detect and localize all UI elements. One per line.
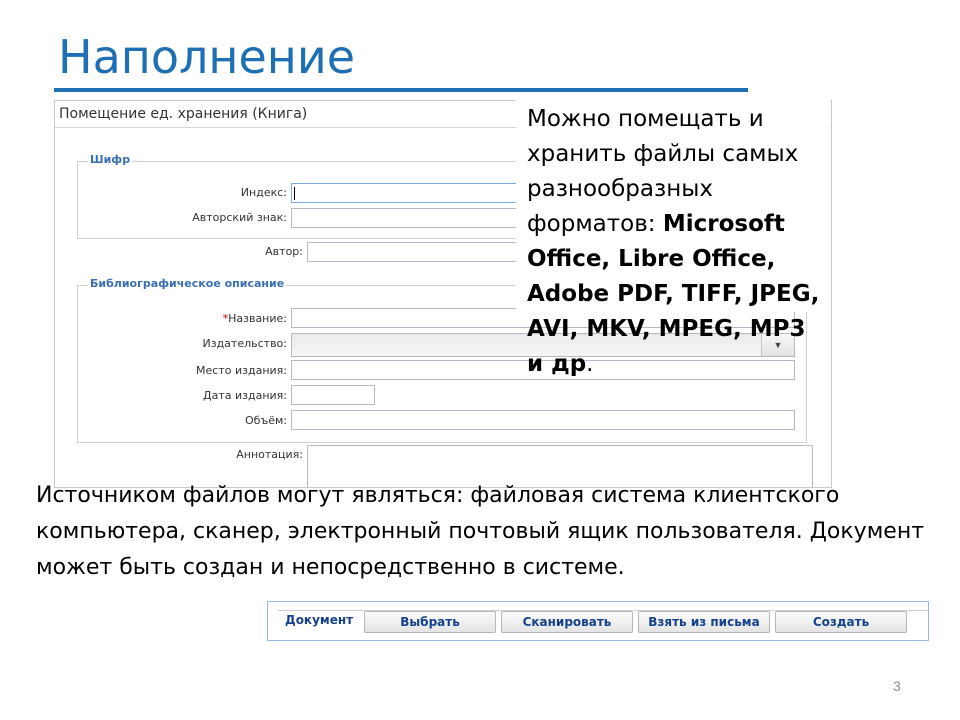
- file-sources-text: Источником файлов могут являться: файловая система клиентского компьютера, сканер, электронный почтовый ящик пользователя. Документ может быть создан и непосредственно в системе.: [36, 483, 925, 580]
- publisher-label: Издательство:: [202, 337, 287, 350]
- take-from-mail-button[interactable]: Взять из письма: [638, 611, 770, 633]
- form-header: Помещение ед. хранения (Книга): [55, 101, 831, 128]
- page-number: 3: [893, 678, 901, 694]
- required-mark: *: [222, 312, 229, 325]
- place-label: Место издания:: [196, 364, 287, 377]
- formats-note-lead: Можно помещать и хранить файлы самых разнообразных форматов:: [527, 106, 799, 237]
- create-button[interactable]: Создать: [775, 611, 907, 633]
- bibliographic-legend: Библиографическое описание: [90, 277, 285, 290]
- title-label: [223, 312, 287, 325]
- annotation-label: Аннотация:: [236, 448, 303, 461]
- date-label: Дата издания:: [203, 389, 287, 402]
- index-field[interactable]: [291, 183, 551, 203]
- volume-field[interactable]: [291, 410, 795, 430]
- index-label: Индекс:: [240, 186, 287, 199]
- volume-label: Объём:: [245, 414, 287, 427]
- formats-note-end: .: [586, 351, 594, 377]
- date-field[interactable]: [291, 385, 375, 405]
- title-underline: [54, 88, 748, 92]
- document-toolbar: [267, 601, 929, 641]
- scan-button[interactable]: Сканировать: [501, 611, 633, 633]
- select-button[interactable]: Выбрать: [364, 611, 496, 633]
- author-sign-field[interactable]: [291, 208, 551, 228]
- text-caret: [294, 187, 295, 200]
- cipher-legend: Шифр: [90, 153, 131, 166]
- formats-note: [516, 100, 830, 377]
- document-legend: Документ: [282, 613, 356, 627]
- author-label: Автор:: [265, 245, 303, 258]
- title-label-text: Название:: [228, 312, 287, 325]
- formats-list: Microsoft Office, Libre Office, Adobe PDF, TIFF, JPEG, AVI, MKV, MPEG, MP3 и др: [527, 211, 820, 377]
- author-sign-label: Авторский знак:: [192, 211, 287, 224]
- slide-title: Наполнение: [58, 30, 356, 84]
